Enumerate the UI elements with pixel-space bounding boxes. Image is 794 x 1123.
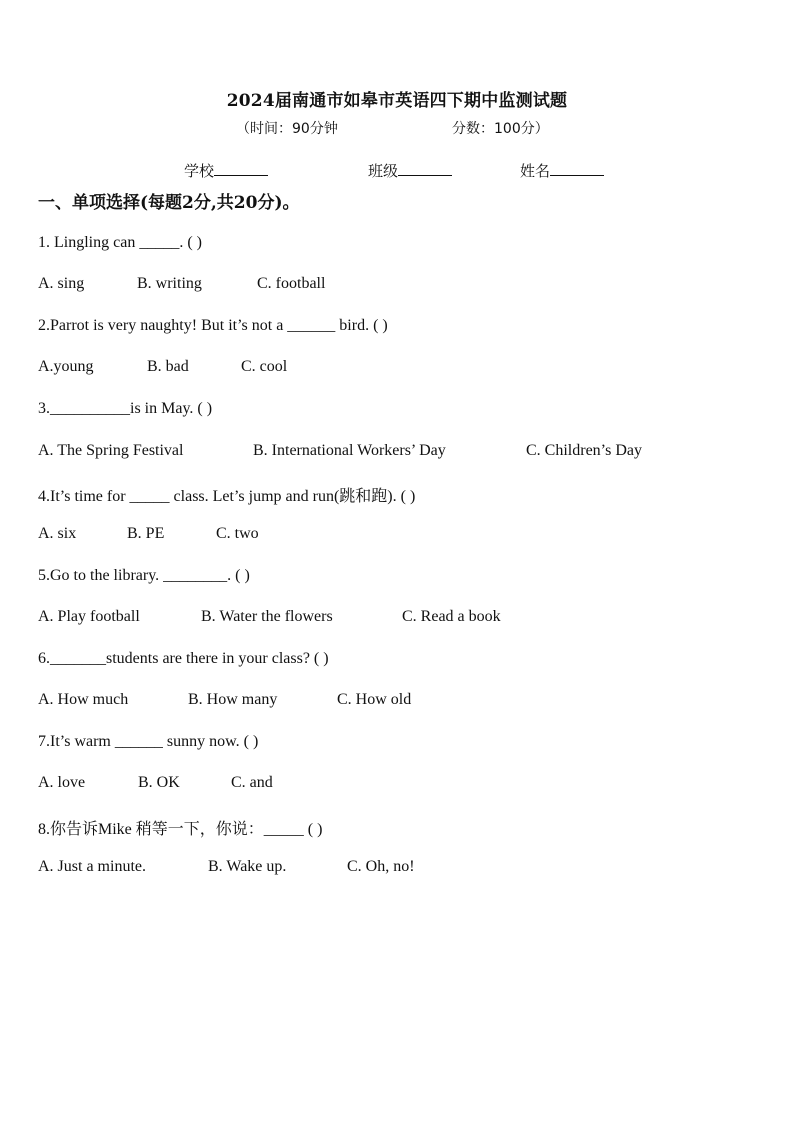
question-2: 2.Parrot is very naughty! But it’s not a ______ bird. ( ) (38, 317, 388, 334)
q8-option-b: B. Wake up. (208, 858, 287, 875)
question-8: 8.你告诉Mike 稍等一下，你说：_____ ( ) (38, 821, 323, 838)
class-blank[interactable] (398, 161, 452, 176)
q6-option-b: B. How many (188, 691, 278, 708)
exam-title: 2024届南通市如皋市英语四下期中监测试题 (226, 91, 568, 111)
q1-option-b: B. writing (137, 275, 202, 292)
q2-option-b: B. bad (147, 358, 189, 375)
class-label: 班级 (368, 162, 399, 180)
q4-option-c: C. two (216, 525, 259, 542)
exam-time: （时间：90分钟 (236, 121, 338, 137)
school-blank[interactable] (214, 161, 268, 176)
q2-option-a: A.young (38, 358, 94, 375)
question-7: 7.It’s warm ______ sunny now. ( ) (38, 733, 259, 750)
q2-option-c: C. cool (241, 358, 288, 375)
section-title: 一、单项选择(每题2分,共20分)。 (38, 193, 300, 213)
name-field (520, 160, 604, 181)
q5-option-a: A. Play football (38, 608, 140, 625)
exam-score: 分数：100分） (452, 121, 549, 137)
q4-option-a: A. six (38, 525, 77, 542)
q6-option-a: A. How much (38, 691, 129, 708)
name-label: 姓名 (520, 162, 551, 180)
q3-option-c: C. Children’s Day (526, 442, 642, 459)
q4-option-b: B. PE (127, 525, 165, 542)
question-5: 5.Go to the library. ________. ( ) (38, 567, 250, 584)
question-1: 1. Lingling can _____. ( ) (38, 234, 202, 251)
q1-option-c: C. football (257, 275, 326, 292)
school-label: 学校 (184, 162, 215, 180)
q6-option-c: C. How old (337, 691, 412, 708)
q8-option-c: C. Oh, no! (347, 858, 415, 875)
question-4: 4.It’s time for _____ class. Let’s jump and run(跳和跑). ( ) (38, 488, 416, 505)
q3-option-a: A. The Spring Festival (38, 442, 184, 459)
q3-option-b: B. International Workers’ Day (253, 442, 446, 459)
q7-option-a: A. love (38, 774, 86, 791)
question-3: 3.__________is in May. ( ) (38, 400, 213, 417)
name-blank[interactable] (550, 161, 604, 176)
q8-option-a: A. Just a minute. (38, 858, 146, 875)
school-field (184, 160, 268, 181)
q5-option-b: B. Water the flowers (201, 608, 333, 625)
q7-option-c: C. and (231, 774, 273, 791)
question-6: 6._______students are there in your class? ( ) (38, 650, 329, 667)
q5-option-c: C. Read a book (402, 608, 501, 625)
q1-option-a: A. sing (38, 275, 85, 292)
class-field (368, 160, 452, 181)
q7-option-b: B. OK (138, 774, 180, 791)
